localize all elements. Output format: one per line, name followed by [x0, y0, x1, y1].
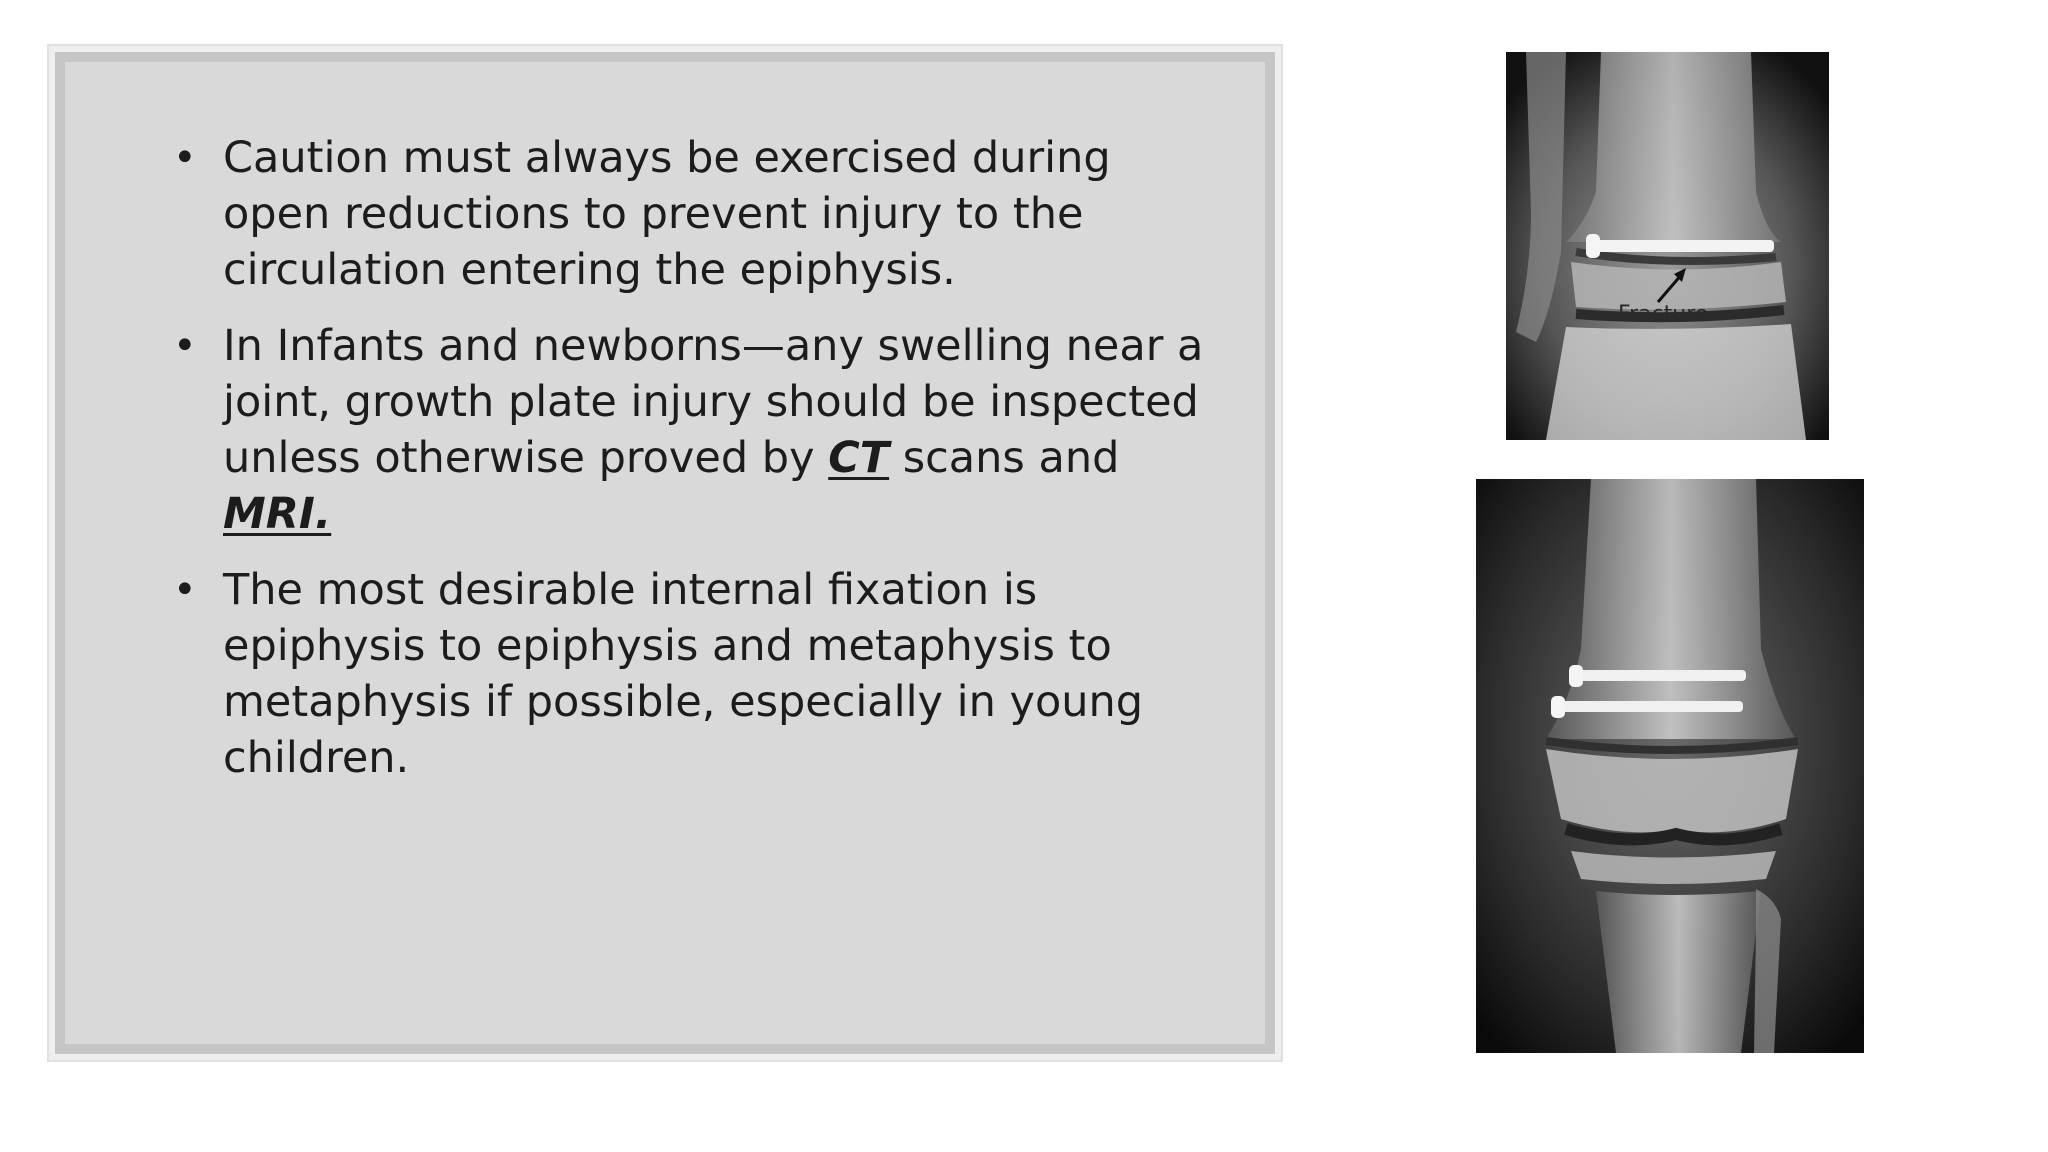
ankle-xray-image	[1506, 52, 1829, 440]
knee-xray-image	[1476, 479, 1864, 1053]
text-panel-frame	[55, 52, 1275, 1054]
ankle-xray-drawing	[1506, 52, 1829, 440]
text-panel-body	[65, 62, 1265, 1044]
text-panel	[47, 44, 1283, 1062]
bullet-icon: •	[173, 135, 197, 181]
bullet-text: Caution must always be exercised during open reductions to prevent injury to the circulation entering the epiphysis.	[223, 133, 1111, 295]
bullet-text	[223, 321, 1203, 539]
bullet-list	[173, 130, 1223, 806]
bullet-icon: •	[173, 323, 197, 369]
bullet-text-part: scans and	[889, 433, 1120, 483]
bullet-item	[173, 562, 1223, 786]
mri-emphasis: MRI.	[223, 489, 332, 539]
bullet-item	[173, 130, 1223, 298]
bullet-item	[173, 318, 1223, 542]
bullet-icon: •	[173, 567, 197, 613]
bullet-text: The most desirable internal fixation is epiphysis to epiphysis and metaphysis to metaphysis if possible, especially in young children.	[223, 565, 1144, 783]
ct-emphasis: CT	[828, 433, 890, 483]
bullet-text-part: In Infants and newborns—any swelling near a joint, growth plate injury should be inspected unless otherwise proved by	[223, 321, 1204, 483]
knee-xray-drawing	[1476, 479, 1864, 1053]
fracture-label: Fracture	[1618, 302, 1709, 327]
